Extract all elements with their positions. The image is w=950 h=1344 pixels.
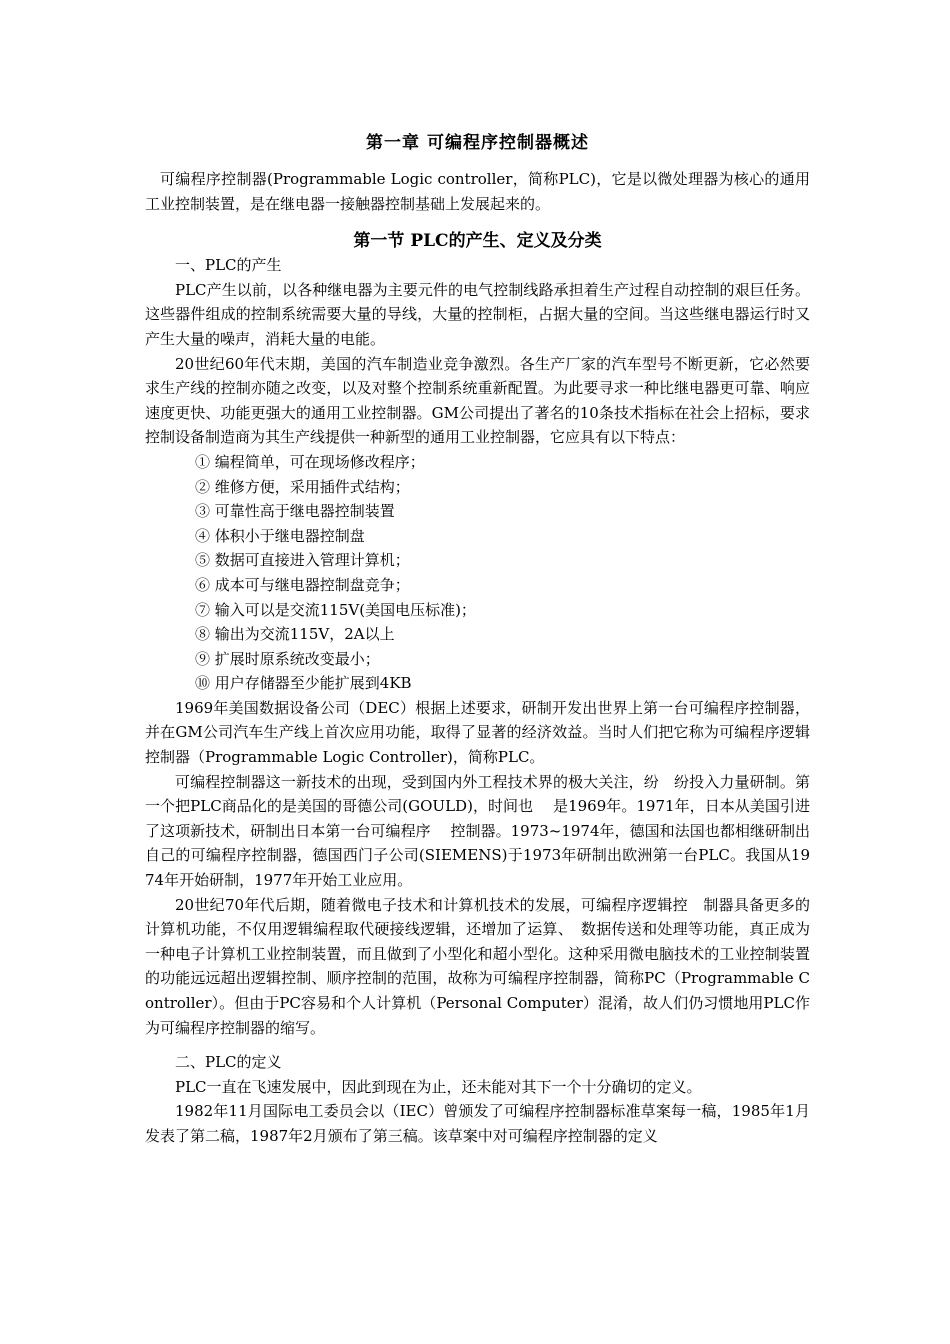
paragraph-5: 20世纪70年代后期，随着微电子技术和计算机技术的发展，可编程序逻辑控 制器具备更多的计算机功能，不仅用逻辑编程取代硬接线逻辑，还增加了运算、 数据传送和处理等功能，真正成为一种电子计算机工业控制装置，而且做到了小型化和超小型化。这种采用微电脑技术的工业控制装置的功能远远超出逻辑控制、顺序控制的范围，故称为可编程序控制器，简称PC（Programmable Controller）。但由于PC容易和个人计算机（Personal Computer）混淆，故人们仍习惯地用PLC作为可编程序控制器的缩写。 [145,895,810,1037]
list-item: ① 编程简单，可在现场修改程序； [195,452,425,471]
paragraph-2: 20世纪60年代末期，美国的汽车制造业竞争激烈。各生产厂家的汽车型号不断更新，它必然要求生产线的控制亦随之改变，以及对整个控制系统重新配置。为此要寻求一种比继电器更可靠、响应速度更快、功能更强大的通用工业控制器。GM公司提出了著名的10条技术指标在社会上招标，要求控制设备制造商为其生产线提供一种新型的通用工业控制器，它应具有以下特点： [145,354,810,447]
paragraph-7: 1982年11月国际电工委员会以（IEC）曾颁发了可编程序控制器标准草案每一稿，1985年1月发表了第二稿，1987年2月颁布了第三稿。该草案中对可编程序控制器的定义 [145,1102,810,1145]
subsection-title-origin: 一、PLC的产生 [175,256,282,275]
chapter-title: 第一章 可编程序控制器概述 [366,133,589,153]
list-item: ⑦ 输入可以是交流115V(美国电压标准)； [195,600,476,619]
list-item: ⑨ 扩展时原系统改变最小； [195,649,380,668]
intro-paragraph: 可编程序控制器(Programmable Logic controller，简称PLC)，它是以微处理器为核心的通用工业控制装置，是在继电器一接触器控制基础上发展起来的。 [145,170,810,213]
list-item: ④ 体积小于继电器控制盘 [195,526,365,545]
list-item: ⑥ 成本可与继电器控制盘竞争； [195,575,410,594]
paragraph-3: 1969年美国数据设备公司（DEC）根据上述要求，研制开发出世界上第一台可编程序控制器，并在GM公司汽车生产线上首次应用功能，取得了显著的经济效益。当时人们把它称为可编程序逻辑控制器（Programmable Logic Controller)，简称PLC。 [145,698,810,767]
paragraph-4: 可编程控制器这一新技术的出现，受到国内外工程技术界的极大关注，纷 纷投入力量研制。第一个把PLC商品化的是美国的哥德公司(GOULD)，时间也 是1969年。1971年，日本从美国引进了这项新技术，研制出日本第一台可编程序 控制器。1973~1974年，德国和法国也都相继研制出自己的可编程序控制器，德国西门子公司(SIEMENS)于1973年研制出欧洲第一台PLC。我国从1974年开始研制，1977年开始工业应用。 [145,772,810,890]
feature-list [145,450,810,696]
section-title: 第一节 PLC的产生、定义及分类 [353,231,602,252]
list-item: ⑩ 用户存储器至少能扩展到4KB [195,674,412,693]
list-item: ⑤ 数据可直接进入管理计算机； [195,551,410,570]
subsection-title-definition: 二、PLC的定义 [175,1053,282,1072]
list-item: ② 维修方便，采用插件式结构； [195,477,410,496]
paragraph-6: PLC一直在飞速发展中，因此到现在为止，还未能对其下一个十分确切的定义。 [175,1077,702,1096]
document-page [145,120,810,1149]
paragraph-1: PLC产生以前，以各种继电器为主要元件的电气控制线路承担着生产过程自动控制的艰巨任务。这些器件组成的控制系统需要大量的导线，大量的控制柜，占据大量的空间。当这些继电器运行时又产生大量的噪声，消耗大量的电能。 [145,280,810,348]
list-item: ③ 可靠性高于继电器控制装置 [195,502,395,521]
list-item: ⑧ 输出为交流115V，2A以上 [195,625,395,644]
